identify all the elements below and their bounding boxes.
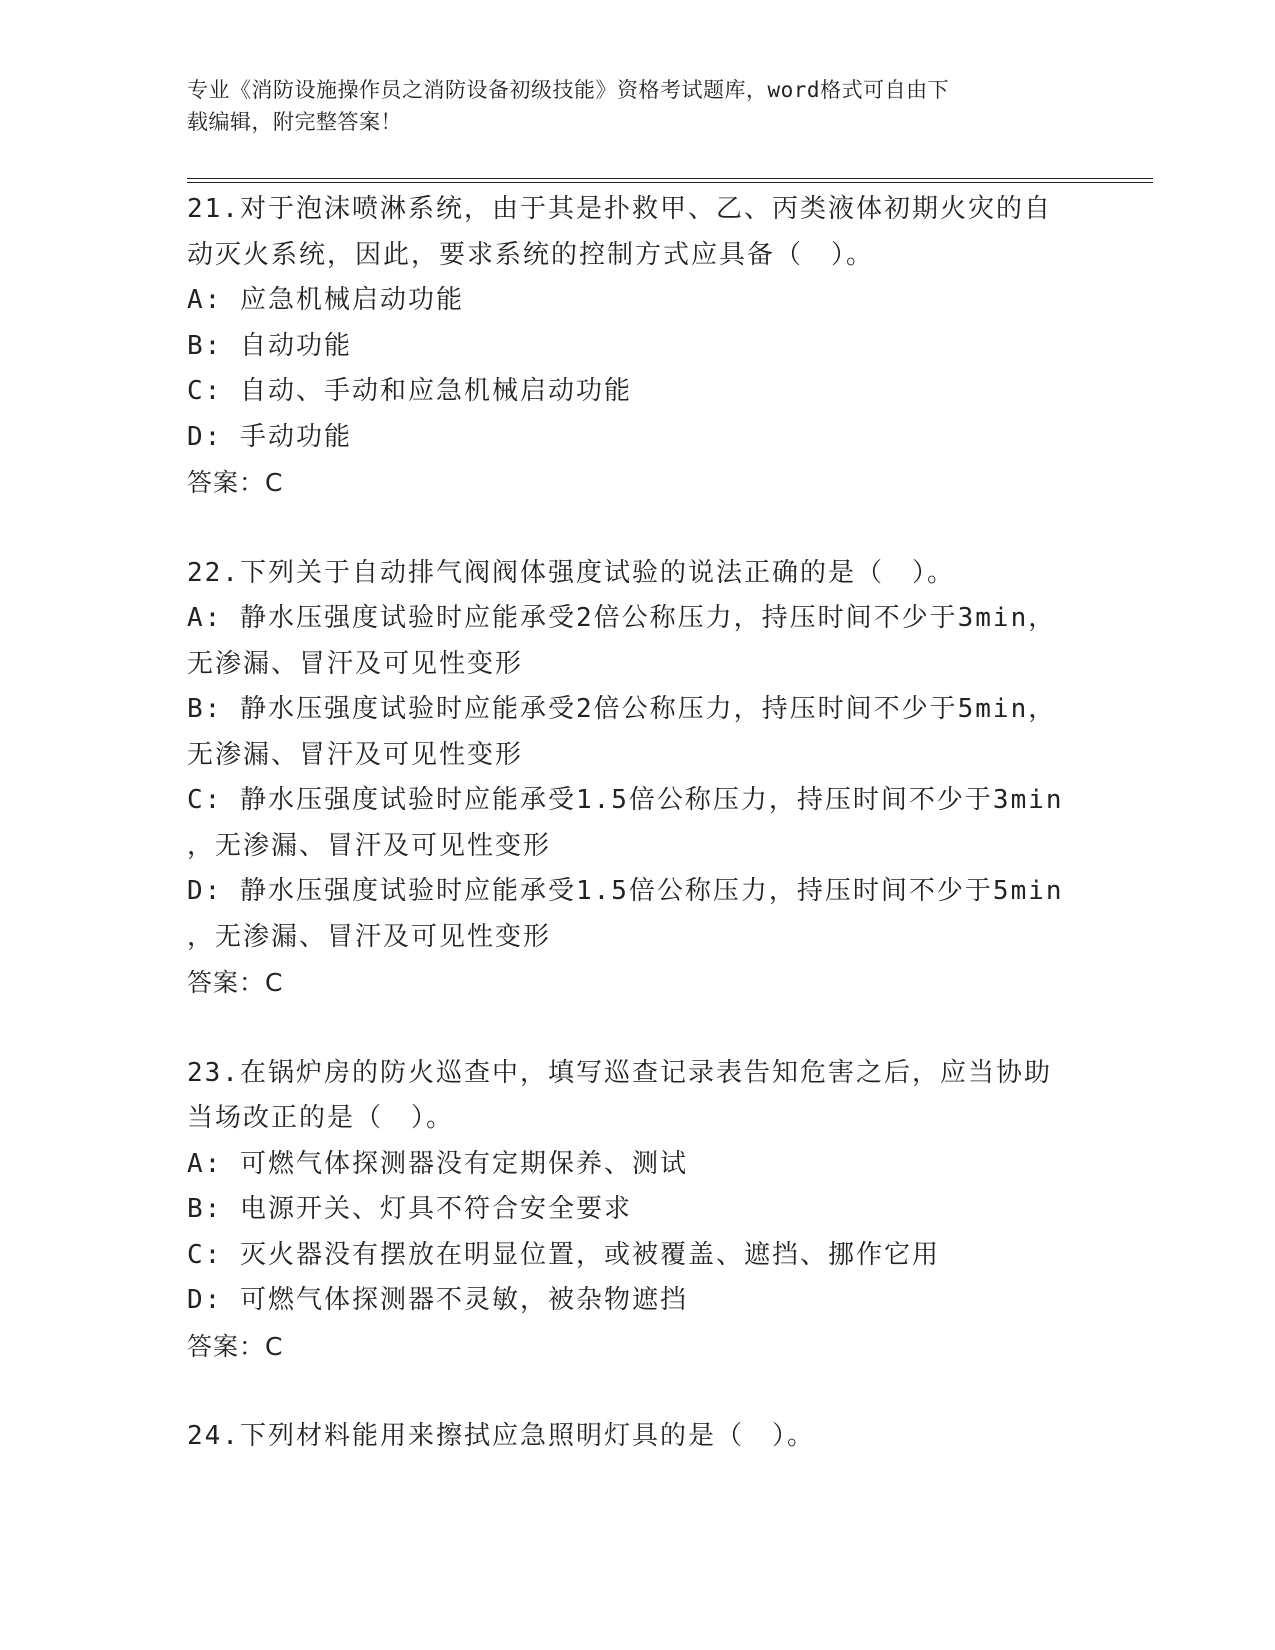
- option-line: B: 电源开关、灯具不符合安全要求: [187, 1194, 632, 1224]
- question-spacer: [187, 1006, 1087, 1051]
- option-A: [187, 278, 1087, 324]
- option-D: [187, 869, 1087, 960]
- option-line: B: 静水压强度试验时应能承受2倍公称压力，持压时间不少于5min，: [187, 694, 1057, 724]
- option-line: 无渗漏、冒汗及可见性变形: [187, 648, 524, 679]
- question-24: [187, 1414, 1087, 1460]
- option-line: C: 灭火器没有摆放在明显位置，或被覆盖、遮挡、挪作它用: [187, 1239, 940, 1270]
- header-line-2: 载编辑，附完整答案！: [187, 110, 402, 134]
- option-line: C: 自动、手动和应急机械启动功能: [187, 376, 632, 406]
- option-C: [187, 778, 1087, 869]
- answer: 答案：C: [187, 468, 284, 497]
- question-text: [187, 187, 1087, 278]
- option-B: [187, 687, 1087, 778]
- option-line: A: 应急机械启动功能: [187, 285, 464, 315]
- header-rule-top: [187, 178, 1153, 179]
- option-line: 无渗漏、冒汗及可见性变形: [187, 739, 524, 770]
- option-A: [187, 596, 1087, 687]
- option-A: [187, 1142, 1087, 1188]
- question-text: [187, 1414, 1087, 1460]
- option-C: [187, 1233, 1087, 1279]
- option-line: C: 静水压强度试验时应能承受1.5倍公称压力，持压时间不少于3min: [187, 785, 1064, 815]
- question-text-line: 22.下列关于自动排气阀阀体强度试验的说法正确的是（ ）。: [187, 557, 955, 588]
- question-text: [187, 551, 1087, 597]
- document-header: [187, 74, 1067, 138]
- question-text-line: 动灭火系统，因此，要求系统的控制方式应具备（ ）。: [187, 239, 875, 270]
- option-line: A: 可燃气体探测器没有定期保养、测试: [187, 1148, 688, 1179]
- option-C: [187, 369, 1087, 415]
- question-23: [187, 1051, 1087, 1370]
- question-spacer: [187, 1369, 1087, 1414]
- question-22: [187, 551, 1087, 1006]
- question-21: [187, 187, 1087, 506]
- question-text-line: 24.下列材料能用来擦拭应急照明灯具的是（ ）。: [187, 1421, 815, 1451]
- option-line: A: 静水压强度试验时应能承受2倍公称压力，持压时间不少于3min，: [187, 603, 1057, 633]
- question-list: [187, 187, 1087, 1460]
- question-text-line: 当场改正的是（ ）。: [187, 1103, 455, 1133]
- question-text-line: 21.对于泡沫喷淋系统，由于其是扑救甲、乙、丙类液体初期火灾的自: [187, 194, 1052, 224]
- option-D: [187, 1278, 1087, 1324]
- question-text-line: 23.在锅炉房的防火巡查中，填写巡查记录表告知危害之后，应当协助: [187, 1057, 1052, 1088]
- option-line: D: 可燃气体探测器不灵敏，被杂物遮挡: [187, 1285, 688, 1315]
- option-D: [187, 415, 1087, 461]
- option-line: ，无渗漏、冒汗及可见性变形: [187, 830, 552, 861]
- header-rule-bottom: [187, 182, 1153, 183]
- question-spacer: [187, 506, 1087, 551]
- question-text: [187, 1051, 1087, 1142]
- option-B: [187, 1187, 1087, 1233]
- answer: 答案：C: [187, 1331, 284, 1361]
- option-line: D: 静水压强度试验时应能承受1.5倍公称压力，持压时间不少于5min: [187, 876, 1064, 906]
- header-line-1: 专业《消防设施操作员之消防设备初级技能》资格考试题库，word格式可自由下: [187, 78, 950, 102]
- option-line: ，无渗漏、冒汗及可见性变形: [187, 921, 552, 952]
- option-line: B: 自动功能: [187, 330, 352, 361]
- answer: 答案：C: [187, 968, 284, 997]
- option-line: D: 手动功能: [187, 421, 352, 452]
- option-B: [187, 324, 1087, 370]
